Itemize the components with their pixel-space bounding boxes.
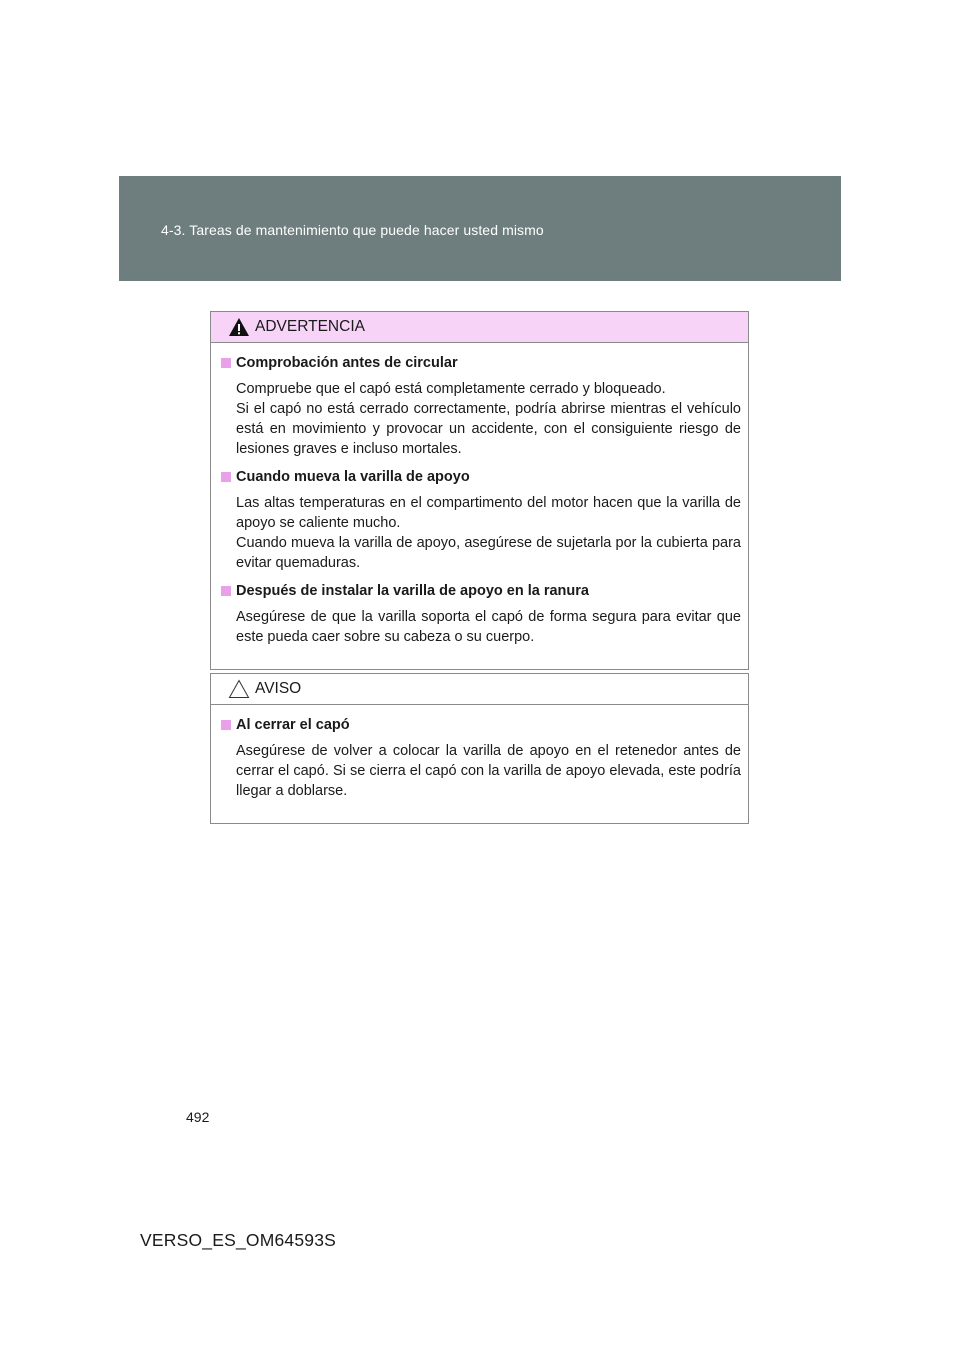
page-number: 492: [186, 1109, 210, 1125]
warning-section-text: Asegúrese de que la varilla soporta el capó de forma segura para evitar que este pueda caer sobre su cabeza o su cuerpo.: [236, 609, 741, 645]
warning-box: [210, 311, 749, 670]
notice-header: [211, 674, 748, 705]
square-bullet-icon: [221, 586, 231, 596]
warning-triangle-filled-icon: [228, 317, 250, 337]
notice-section-text: Asegúrese de volver a colocar la varilla de apoyo en el retenedor antes de cerrar el capó. Si se cierra el capó con la varilla de apoyo elevada, este podría llegar a doblarse.: [236, 743, 741, 799]
section-header-band: [119, 176, 841, 281]
warning-section-title: Cuando mueva la varilla de apoyo: [218, 467, 741, 487]
warning-body: [211, 343, 748, 669]
notice-label: AVISO: [255, 680, 302, 697]
square-bullet-icon: [221, 358, 231, 368]
warning-section-text: Las altas temperaturas en el compartimento del motor hacen que la varilla de apoyo se caliente mucho. Cuando mueva la varilla de apoyo, asegúrese de sujetarla por la cubierta para evitar quemaduras.: [236, 495, 741, 571]
document-code: VERSO_ES_OM64593S: [140, 1230, 337, 1250]
warning-label: ADVERTENCIA: [255, 318, 365, 335]
notice-box: [210, 673, 749, 824]
warning-section-text: Compruebe que el capó está completamente cerrado y bloqueado. Si el capó no está cerrado correctamente, podría abrirse mientras el vehículo está en movimiento y provocar un accidente, con el consiguiente riesgo de lesiones graves e incluso mortales.: [236, 381, 741, 457]
notice-section-title: Al cerrar el capó: [218, 715, 741, 735]
section-title: 4-3. Tareas de mantenimiento que puede hacer usted mismo: [161, 222, 544, 238]
square-bullet-icon: [221, 472, 231, 482]
notice-body: [211, 705, 748, 823]
warning-header: [211, 312, 748, 343]
warning-section-title: Después de instalar la varilla de apoyo en la ranura: [218, 581, 741, 601]
warning-triangle-outline-icon: [228, 679, 250, 699]
warning-section-title: Comprobación antes de circular: [218, 353, 741, 373]
square-bullet-icon: [221, 720, 231, 730]
